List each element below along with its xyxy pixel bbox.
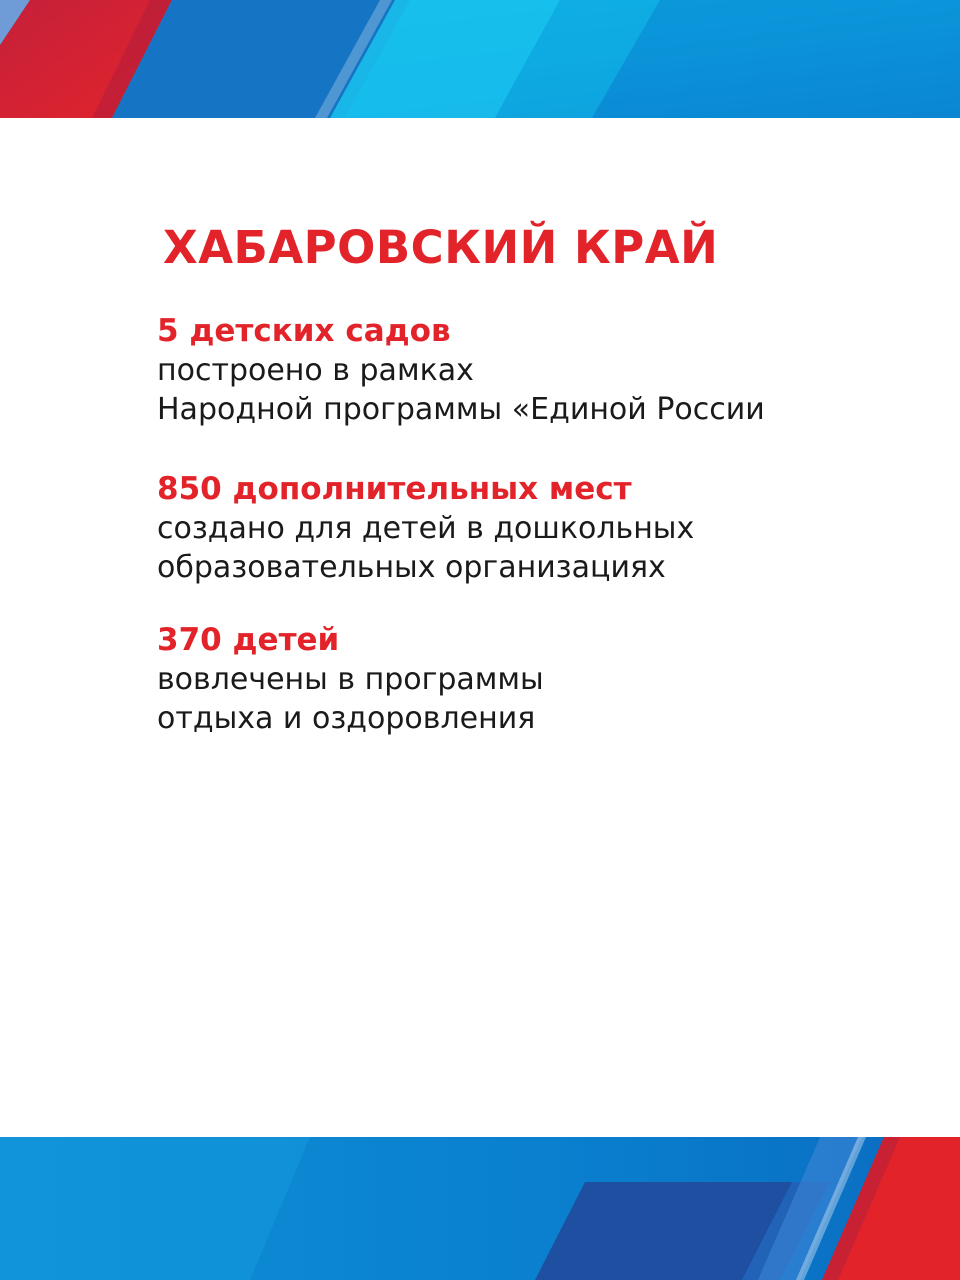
top-banner <box>0 0 960 118</box>
fact-children-recreation <box>157 620 937 738</box>
bottom-banner <box>0 1137 960 1280</box>
fact-kindergartens <box>157 311 937 429</box>
top-banner-graphic <box>0 0 960 118</box>
fact-description-line: отдыха и оздоровления <box>157 701 536 736</box>
fact-description-line: Народной программы «Единой России <box>157 392 765 427</box>
fact-description-line: создано для детей в дошкольных <box>157 511 695 546</box>
page-title: ХАБАРОВСКИЙ КРАЙ <box>163 221 719 274</box>
fact-headline: 5 детских садов <box>157 313 451 349</box>
fact-description-line: построено в рамках <box>157 353 474 388</box>
fact-additional-places <box>157 469 937 587</box>
fact-headline: 370 детей <box>157 622 340 658</box>
bottom-banner-graphic <box>0 1137 960 1280</box>
fact-description-line: образовательных организациях <box>157 550 666 585</box>
fact-description-line: вовлечены в программы <box>157 662 544 697</box>
fact-headline: 850 дополнительных мест <box>157 471 632 507</box>
